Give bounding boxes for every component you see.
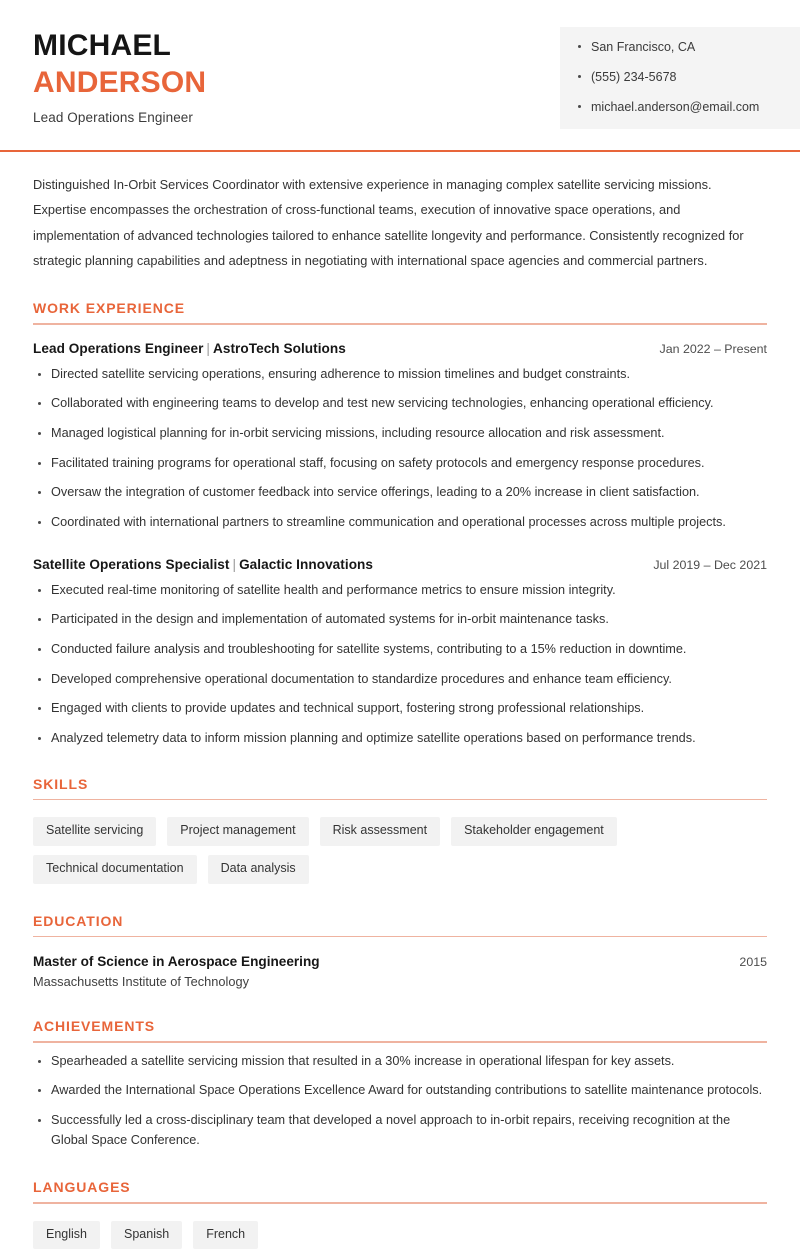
- last-name: ANDERSON: [33, 65, 207, 99]
- skill-tag: Stakeholder engagement: [451, 817, 617, 846]
- education-entry-header: [33, 954, 767, 969]
- section-achievements: [33, 1018, 767, 1150]
- experience-entry: [33, 341, 767, 533]
- contact-location-text: San Francisco, CA: [591, 40, 696, 54]
- header-divider: [0, 150, 800, 152]
- skill-tag: Risk assessment: [320, 817, 440, 846]
- experience-entry-header: [33, 341, 767, 356]
- achievement-item: Spearheaded a satellite servicing mission that resulted in a 30% increase in operational lifespan for key assets.: [33, 1052, 767, 1072]
- section-divider-achievements: [33, 1041, 767, 1043]
- language-tag: English: [33, 1221, 100, 1249]
- contact-item-location: [578, 39, 784, 56]
- title-separator: |: [206, 340, 210, 356]
- experience-date: Jul 2019 – Dec 2021: [653, 557, 767, 572]
- title-separator: |: [232, 556, 237, 572]
- section-languages: [33, 1179, 767, 1249]
- contact-email-text[interactable]: michael.anderson@email.com: [591, 99, 760, 114]
- experience-role: Satellite Operations Specialist: [33, 556, 230, 572]
- experience-entry-title: [33, 557, 373, 572]
- language-tag: French: [193, 1221, 258, 1249]
- experience-bullet: Analyzed telemetry data to inform mission planning and optimize satellite operations based on performance trends.: [33, 729, 767, 749]
- header-identity: [0, 26, 206, 125]
- experience-date: Jan 2022 – Present: [659, 341, 767, 356]
- section-title-achievements: ACHIEVEMENTS: [33, 1018, 156, 1034]
- experience-bullet: Directed satellite servicing operations, ensuring adherence to mission timelines and budget constraints.: [33, 365, 767, 385]
- experience-bullet: Developed comprehensive operational documentation to standardize procedures and enhance team efficiency.: [33, 670, 767, 690]
- resume-content: [0, 172, 800, 1249]
- professional-summary: Distinguished In-Orbit Services Coordinator with extensive experience in managing complex satellite servicing missions. Expertise encompasses the orchestration of cross-functional teams, execution of innovative space operations, and implementation of advanced technologies tailored to enhance satellite longevity and performance. Consistently recognized for strategic planning capabilities and adeptness in negotiating with international space agencies and commercial partners.: [33, 176, 744, 269]
- experience-role: Lead Operations Engineer: [33, 340, 204, 356]
- skill-tag: Project management: [167, 817, 308, 846]
- contact-list: [578, 39, 784, 116]
- experience-entry-title: [33, 341, 346, 356]
- achievement-item: Successfully led a cross-disciplinary team that developed a novel approach to in-orbit repairs, receiving recognition at the Global Space Conference.: [33, 1111, 767, 1150]
- experience-bullet-list: [33, 581, 767, 749]
- education-school: Massachusetts Institute of Technology: [33, 974, 250, 989]
- experience-entry: [33, 557, 767, 749]
- experience-bullet: Engaged with clients to provide updates and technical support, fostering strong professional relationships.: [33, 699, 767, 719]
- education-degree: Master of Science in Aerospace Engineering: [33, 954, 320, 969]
- section-title-work-experience: WORK EXPERIENCE: [33, 300, 185, 316]
- experience-bullet: Conducted failure analysis and troubleshooting for satellite systems, contributing to a 15% reduction in downtime.: [33, 640, 767, 660]
- languages-tag-list: [33, 1221, 767, 1249]
- experience-bullet-list: [33, 365, 767, 533]
- section-title-languages: LANGUAGES: [33, 1179, 131, 1196]
- contact-item-email[interactable]: [578, 99, 784, 116]
- resume-header: [0, 0, 800, 129]
- experience-entry-header: [33, 557, 767, 572]
- section-divider-work-experience: [33, 323, 767, 325]
- skill-tag: Satellite servicing: [33, 817, 156, 846]
- experience-company: Galactic Innovations: [239, 556, 374, 572]
- skill-tag: Data analysis: [208, 855, 309, 884]
- skills-tag-list: [33, 817, 767, 883]
- skill-tag: Technical documentation: [33, 855, 197, 884]
- experience-bullet: Oversaw the integration of customer feedback into service offerings, leading to a 20% increase in client satisfaction.: [33, 483, 767, 503]
- experience-company: AstroTech Solutions: [213, 340, 346, 356]
- first-name: MICHAEL: [33, 29, 172, 62]
- section-divider-languages: [33, 1202, 767, 1204]
- experience-bullet: Executed real-time monitoring of satellite health and performance metrics to ensure mission integrity.: [33, 581, 767, 601]
- language-tag: Spanish: [111, 1221, 182, 1249]
- contact-phone-text[interactable]: (555) 234-5678: [591, 69, 677, 84]
- education-entry: [33, 954, 767, 989]
- section-divider-skills: [33, 799, 767, 801]
- section-title-education: EDUCATION: [33, 912, 124, 929]
- section-skills: [33, 776, 767, 884]
- experience-bullet: Participated in the design and implementation of automated systems for in-orbit maintenance tasks.: [33, 610, 767, 630]
- section-work-experience: [33, 300, 767, 749]
- achievement-list: [33, 1052, 767, 1151]
- education-year: 2015: [739, 955, 767, 969]
- experience-bullet: Facilitated training programs for operational staff, focusing on safety protocols and emergency response procedures.: [33, 454, 767, 474]
- section-title-skills: SKILLS: [33, 775, 89, 792]
- experience-bullet: Managed logistical planning for in-orbit servicing missions, including resource allocation and risk assessment.: [33, 424, 767, 444]
- achievement-item: Awarded the International Space Operations Excellence Award for outstanding contributions to satellite maintenance protocols.: [33, 1081, 767, 1101]
- contact-item-phone[interactable]: [578, 69, 784, 86]
- section-education: [33, 913, 767, 990]
- contact-box: [560, 27, 800, 129]
- header-job-title: Lead Operations Engineer: [33, 110, 194, 126]
- section-divider-education: [33, 936, 767, 938]
- experience-bullet: Coordinated with international partners to streamline communication and operational processes across multiple projects.: [33, 513, 767, 533]
- experience-bullet: Collaborated with engineering teams to develop and test new servicing technologies, enhancing operational efficiency.: [33, 394, 767, 414]
